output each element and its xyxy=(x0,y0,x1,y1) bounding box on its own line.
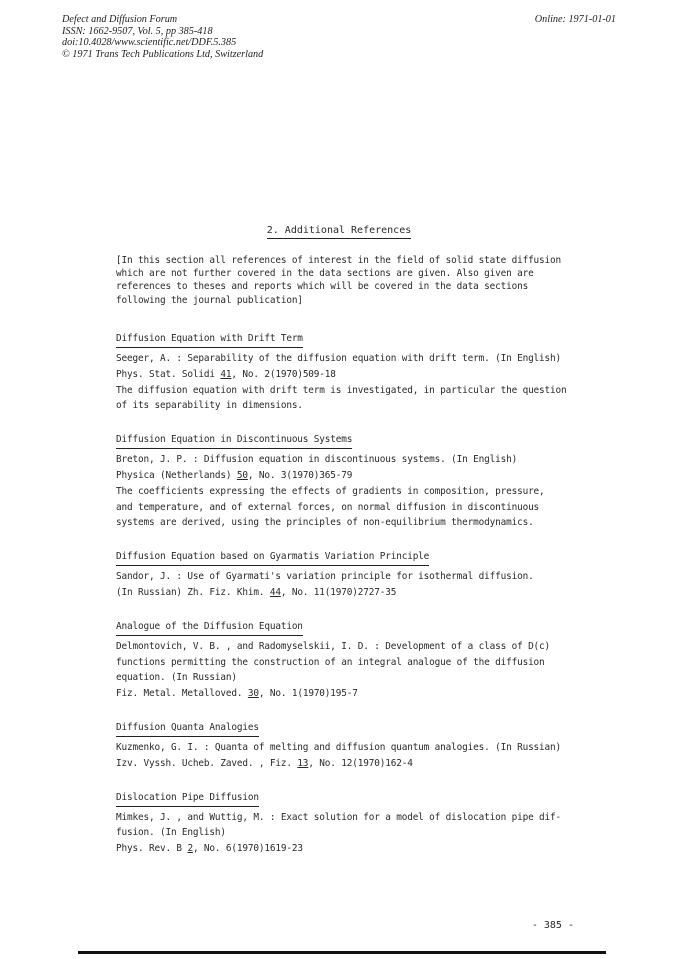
volume-number: 30 xyxy=(247,688,259,700)
reference-text-line: fusion. (In English) xyxy=(116,827,226,839)
footer-rule xyxy=(78,951,606,954)
reference-title: Diffusion Equation based on Gyarmatis Variation Principle xyxy=(116,550,429,566)
reference-entry xyxy=(116,620,586,702)
reference-list xyxy=(116,332,586,876)
reference-entry xyxy=(116,550,586,601)
reference-entry xyxy=(116,332,586,414)
reference-text-line: equation. (In Russian) xyxy=(116,672,237,684)
intro-paragraph xyxy=(116,254,576,307)
journal-header xyxy=(62,14,263,60)
journal-ref: Fiz. Metal. Metalloved. xyxy=(116,688,248,700)
reference-text-line: Breton, J. P. : Diffusion equation in discontinuous systems. (In English) xyxy=(116,454,518,466)
citation-line xyxy=(116,585,586,601)
doi-line: doi:10.4028/www.scientific.net/DDF.5.385 xyxy=(62,37,237,49)
volume-number: 2 xyxy=(187,843,193,855)
page-number: - 385 - xyxy=(531,920,574,931)
reference-text-line: Sandor, J. : Use of Gyarmati's variation principle for isothermal diffusion. xyxy=(116,571,534,583)
reference-text-line: and temperature, and of external forces, on normal diffusion in discontinuous xyxy=(116,501,540,513)
intro-line: which are not further covered in the data sections are given. Also given are xyxy=(116,268,534,280)
journal-ref: Phys. Stat. Solidi xyxy=(116,368,221,380)
reference-text-line: The diffusion equation with drift term is investigated, in particular the question xyxy=(116,384,567,396)
reference-title: Diffusion Equation with Drift Term xyxy=(116,332,303,348)
reference-title: Diffusion Quanta Analogies xyxy=(116,721,259,737)
volume-number: 41 xyxy=(220,368,232,380)
citation-line xyxy=(116,468,586,484)
issue-pages: , No. 1(1970)195-7 xyxy=(258,688,358,700)
reference-text-line: of its separability in dimensions. xyxy=(116,400,303,412)
reference-entry xyxy=(116,791,586,857)
intro-line: references to theses and reports which will be covered in the data sections xyxy=(116,281,529,293)
journal-ref: Physica (Netherlands) xyxy=(116,469,237,481)
journal-name: Defect and Diffusion Forum xyxy=(62,14,178,25)
intro-line: following the journal publication] xyxy=(116,294,303,306)
issue-pages: , No. 12(1970)162-4 xyxy=(308,757,413,769)
journal-ref: (In Russian) Zh. Fiz. Khim. xyxy=(116,586,270,598)
reference-text-line: Delmontovich, V. B. , and Radomyselskii, I. D. : Development of a class of D(c) xyxy=(116,640,551,652)
journal-ref: Phys. Rev. B xyxy=(116,843,188,855)
journal-ref: Izv. Vyssh. Ucheb. Zaved. , Fiz. xyxy=(116,757,298,769)
intro-line: [In this section all references of interest in the field of solid state diffusion xyxy=(116,255,562,266)
online-date: Online: 1971-01-01 xyxy=(534,14,616,25)
copyright-line: © 1971 Trans Tech Publications Ltd, Switzerland xyxy=(62,48,264,60)
reference-text-line: functions permitting the construction of an integral analogue of the diffusion xyxy=(116,656,545,668)
reference-text-line: systems are derived, using the principles of non-equilibrium thermodynamics. xyxy=(116,517,534,529)
section-title: 2. Additional References xyxy=(267,225,412,239)
issue-pages: , No. 3(1970)365-79 xyxy=(247,469,353,481)
volume-number: 44 xyxy=(269,586,281,598)
volume-number: 13 xyxy=(297,757,309,769)
citation-line xyxy=(116,756,586,772)
volume-number: 50 xyxy=(236,469,248,481)
reference-text-line: Kuzmenko, G. I. : Quanta of melting and diffusion quantum analogies. (In Russian) xyxy=(116,741,562,753)
reference-text-line: Mimkes, J. , and Wuttig, M. : Exact solution for a model of dislocation pipe dif- xyxy=(116,811,562,823)
reference-entry xyxy=(116,433,586,531)
reference-text-line: Seeger, A. : Separability of the diffusion equation with drift term. (In English) xyxy=(116,353,562,364)
reference-title: Dislocation Pipe Diffusion xyxy=(116,791,259,807)
reference-text-line: The coefficients expressing the effects of gradients in composition, pressure, xyxy=(116,485,545,497)
issue-pages: , No. 11(1970)2727-35 xyxy=(280,586,397,598)
citation-line xyxy=(116,686,586,702)
reference-title: Analogue of the Diffusion Equation xyxy=(116,620,303,636)
reference-entry xyxy=(116,721,586,772)
section-title-wrap xyxy=(0,225,678,239)
issue-pages: , No. 6(1970)1619-23 xyxy=(192,843,303,855)
reference-title: Diffusion Equation in Discontinuous Systems xyxy=(116,433,352,449)
citation-line xyxy=(116,841,586,857)
citation-line xyxy=(116,367,586,383)
issue-pages: , No. 2(1970)509-18 xyxy=(231,368,336,380)
issn-line: ISSN: 1662-9507, Vol. 5, pp 385-418 xyxy=(62,25,213,37)
